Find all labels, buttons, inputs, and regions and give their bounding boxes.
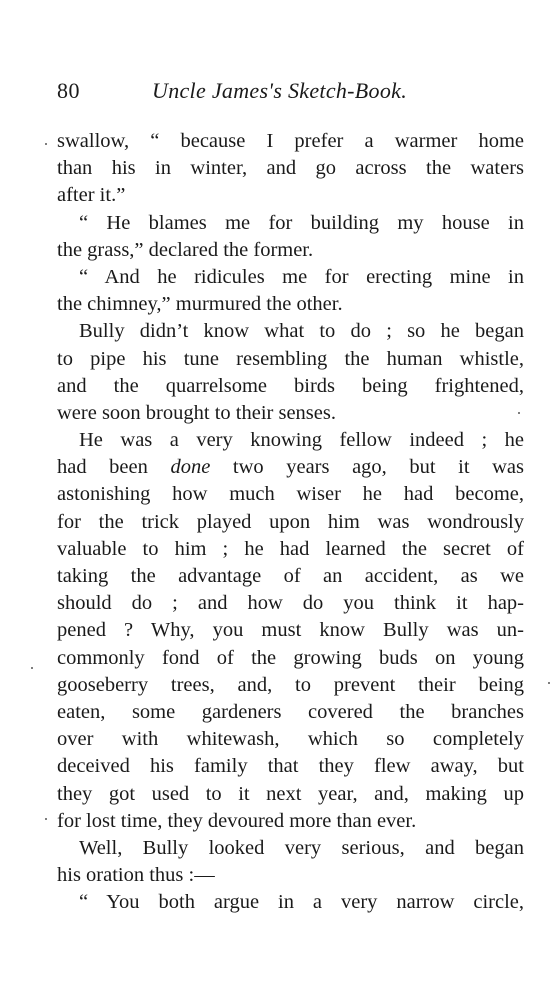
text-line: commonly fond of the growing buds on young [57,646,524,669]
text-line: pened ? Why, you must know Bully was un- [57,619,524,642]
text-line: should do ; and how do you think it hap- [57,592,524,615]
text-line: for the trick played upon him was wondrously [57,510,524,533]
running-title: Uncle James's Sketch-Book. [152,78,408,103]
text-line: astonishing how much wiser he had become, [57,483,524,506]
text-line: Well, Bully looked very serious, and began [79,836,524,859]
text-line: taking the advantage of an accident, as we [57,565,524,587]
page-header [57,78,527,108]
text-line: over with whitewash, which so completely [57,728,524,751]
text-line: gooseberry trees, and, to prevent their being [57,673,524,696]
ink-speck [31,667,33,669]
ink-speck [45,818,47,820]
text-line: his oration thus :— [57,864,215,887]
ink-speck [518,412,520,414]
text-line: valuable to him ; he had learned the secret of [57,537,524,560]
text-line: than his in winter, and go across the waters [57,157,524,180]
page-number: 80 [57,78,80,103]
text-line: “ And he ridicules me for erecting mine in [79,265,524,288]
ink-speck [548,682,550,684]
text-line: for lost time, they devoured more than ever. [57,809,417,832]
text-line: the grass,” declared the former. [57,238,314,261]
text-line: eaten, some gardeners covered the branches [57,700,524,723]
text-line: and the quarrelsome birds being frightened, [57,374,524,397]
text-line: “ He blames me for building my house in [79,211,524,234]
body-text [57,128,524,916]
text-line: had been done two years ago, but it was [57,456,525,479]
emphasized-word: done [170,456,211,479]
text-line: after it.” [57,184,126,207]
text-line: “ You both argue in a very narrow circle, [79,891,524,914]
text-line: the chimney,” murmured the other. [57,293,343,316]
text-line: to pipe his tune resembling the human whistle, [57,347,524,370]
text-line: He was a very knowing fellow indeed ; he [79,429,524,452]
text-line: Bully didn’t know what to do ; so he began [79,320,524,343]
text-line: deceived his family that they flew away, but [57,755,524,778]
text-line: were soon brought to their senses. [57,401,336,424]
text-line: they got used to it next year, and, making up [57,782,524,805]
text-line: swallow, “ because I prefer a warmer home [57,130,524,152]
ink-speck [45,143,47,145]
